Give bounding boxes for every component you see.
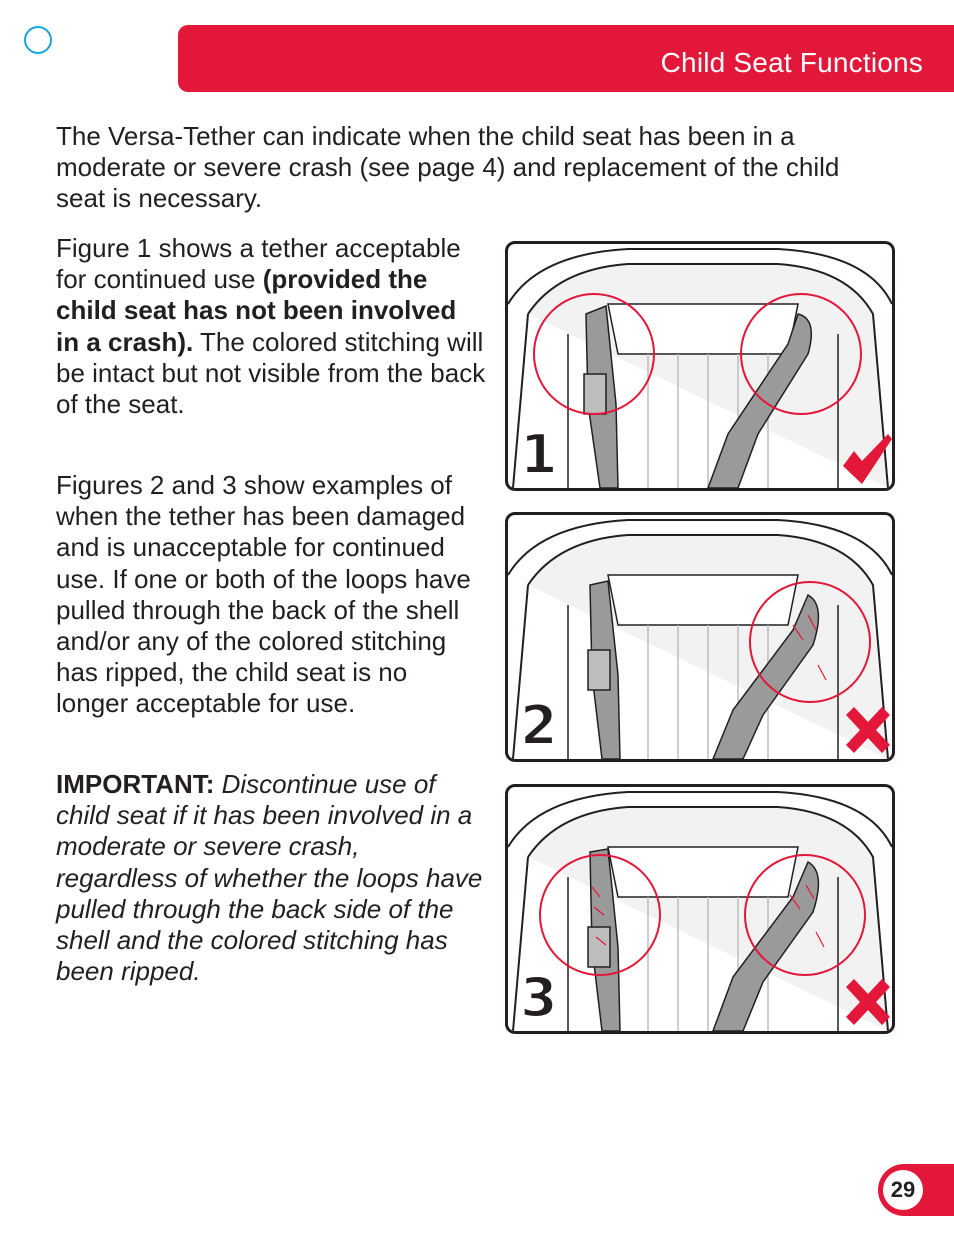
figure-3-number: 3 bbox=[520, 966, 558, 1029]
figure-2-number: 2 bbox=[520, 694, 558, 757]
figures23-paragraph: Figures 2 and 3 show examples of when the tether has been damaged and is unacceptable for continued use. If one or both of the loops have pulled through the back of the shell and/or any of the colored stitching has ripped, the child seat is no longer acceptable for use. bbox=[56, 470, 471, 719]
figure-1-number: 1 bbox=[520, 423, 558, 486]
figure1-paragraph bbox=[56, 233, 486, 420]
intro-paragraph: The Versa-Tether can indicate when the child seat has been in a moderate or severe crash (see page 4) and replacement of the child seat is necessary. bbox=[56, 121, 840, 213]
figure-3-illustration bbox=[508, 787, 892, 1031]
important-paragraph bbox=[56, 769, 486, 987]
figure1-text-end: The colored stitching will be intact but not visible from the back of the seat. bbox=[56, 326, 486, 420]
important-text: Discontinue use of child seat if it has been involved in a moderate or severe crash, regardless of whether the loops have pulled through the back side of the shell and the colored stitching has been ripped. bbox=[56, 769, 483, 987]
figure1-text: Figure 1 shows a tether acceptable for continued use bbox=[56, 233, 461, 295]
header-bar bbox=[178, 25, 954, 92]
registration-circle bbox=[24, 26, 52, 54]
figure-2-illustration bbox=[508, 515, 892, 759]
figure-3 bbox=[505, 784, 895, 1034]
page-number: 29 bbox=[883, 1170, 923, 1210]
figure1-bold-note: (provided the child seat has not been involved in a crash). bbox=[56, 264, 457, 357]
page-number-tab bbox=[878, 1164, 954, 1216]
figure-2 bbox=[505, 512, 895, 762]
important-label: IMPORTANT: bbox=[56, 769, 215, 799]
page-title: Child Seat Functions bbox=[660, 47, 923, 78]
figure-1 bbox=[505, 241, 895, 491]
figure-1-illustration bbox=[508, 244, 892, 488]
